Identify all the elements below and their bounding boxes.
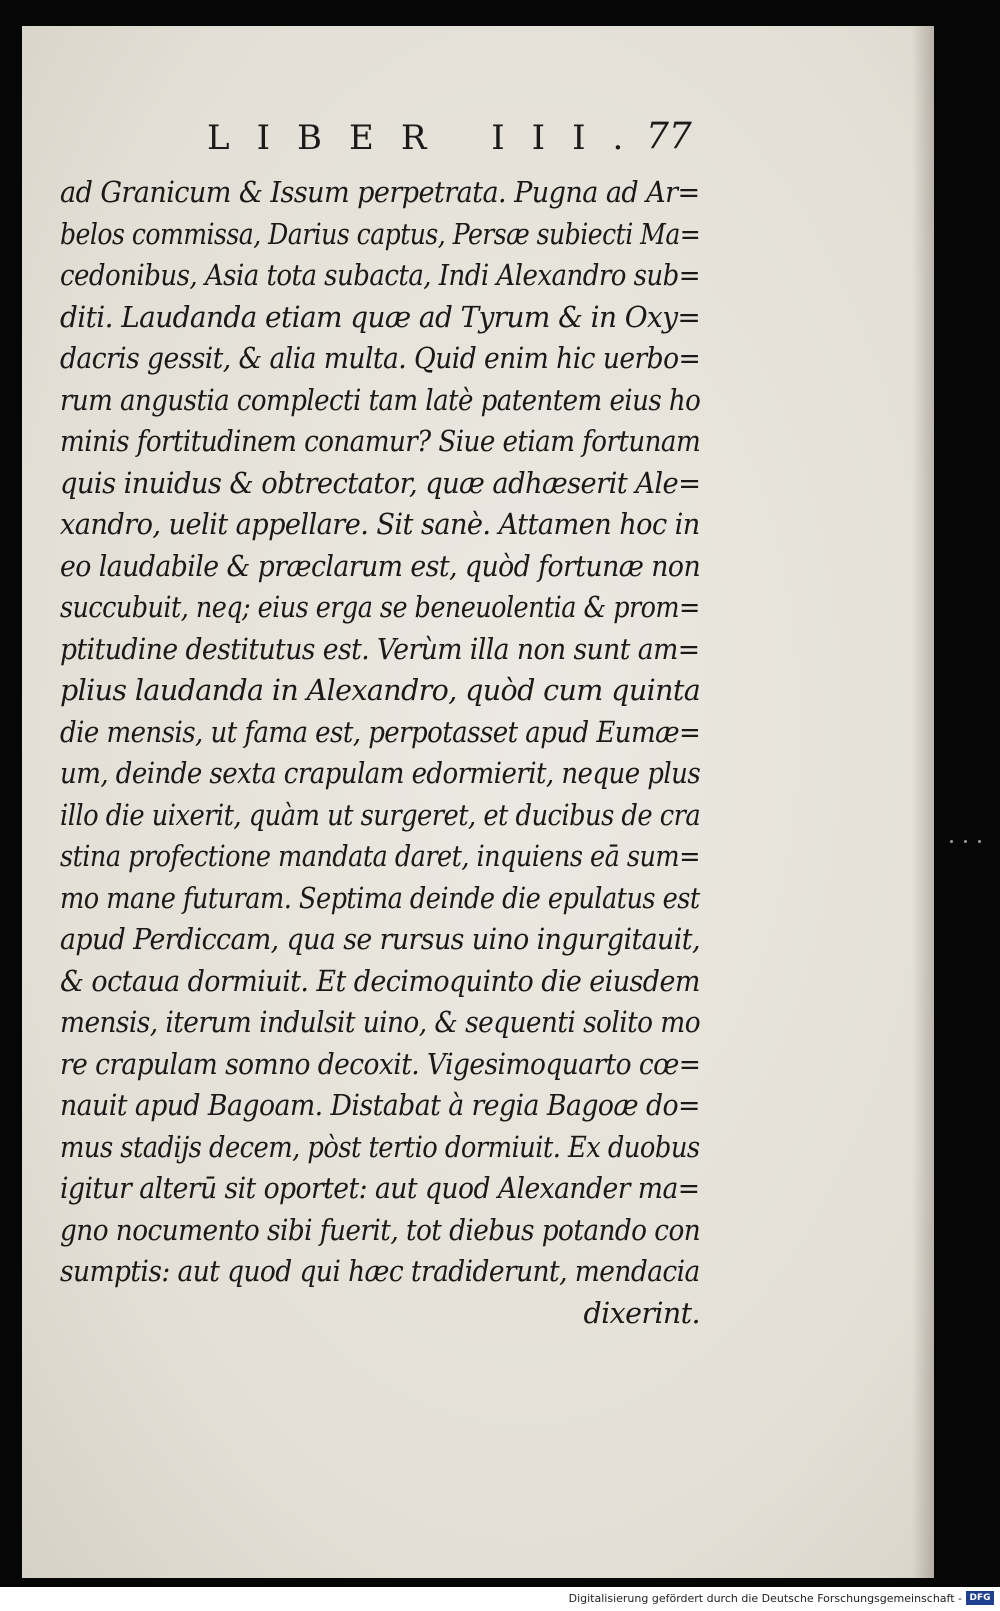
text-line: gno nocumento sibi fuerit, tot diebus potando con [60,1213,701,1247]
body-text [60,172,700,1334]
text-line: xandro, uelit appellare. Sit sanè. Attamen hoc in [60,508,700,541]
book-page [22,26,934,1578]
dfg-logo: DFG [966,1591,994,1605]
text-line: cedonibus, Asia tota subacta, Indi Alexandro sub= [60,259,701,292]
text-line: ptitudine destitutus est. Verùm illa non sunt am= [60,632,700,666]
funding-credit: Digitalisierung gefördert durch die Deutsche Forschungsgemeinschaft - [568,1592,962,1605]
text-line: dacris gessit, & alia multa. Quid enim hic uerbo= [60,342,701,375]
text-line: illo die uixerit, quàm ut surgeret, et ducibus de cra [60,798,701,832]
text-line: rum angustia complecti tam latè patentem eius ho [60,383,701,417]
text-line: succubuit, neq; eius erga se beneuolentia & prom= [60,591,700,624]
text-line: igitur alterū sit oportet: aut quod Alexander ma= [60,1172,700,1205]
running-head [22,110,934,170]
text-line: diti. Laudanda etiam quæ ad Tyrum & in Oxy= [60,300,701,334]
text-line: apud Perdiccam, qua se rursus uino ingurgitauit, [60,923,700,956]
text-line: mensis, iterum indulsit uino, & sequenti solito mo [60,1006,701,1039]
dot-mark [964,840,967,843]
text-line: ad Granicum & Issum perpetrata. Pugna ad Ar= [60,176,700,209]
scan-edge-dots [950,840,990,846]
text-line-last: dixerint. [583,1296,700,1330]
text-line: sumptis: aut quod qui hæc tradiderunt, mendacia [60,1255,700,1288]
running-head-title: LIBER III. [207,118,651,158]
text-line: quis inuidus & obtrectator, quæ adhæserit Ale= [60,466,701,500]
text-line: eo laudabile & præclarum est, quòd fortunæ non [60,549,701,583]
page-number: 77 [646,116,692,157]
text-line: mus stadijs decem, pòst tertio dormiuit. Ex duobus [60,1130,700,1164]
text-line: plius laudanda in Alexandro, quòd cum quinta [60,674,701,707]
text-line: um, deinde sexta crapulam edormierit, neque plus [60,757,701,790]
text-line: minis fortitudinem conamur? Siue etiam fortunam [60,425,701,458]
text-line: nauit apud Bagoam. Distabat à regia Bagoæ do= [60,1089,700,1122]
dot-mark [978,840,981,843]
text-line: die mensis, ut fama est, perpotasset apud Eumæ= [60,715,701,749]
text-line: re crapulam somno decoxit. Vigesimoquarto cœ= [60,1047,701,1081]
page-edge-shadow [912,26,934,1578]
text-line: & octaua dormiuit. Et decimoquinto die eiusdem [60,964,700,998]
dot-mark [950,840,953,843]
footer-bar [0,1587,1000,1611]
text-line: stina profectione mandata daret, inquiens eā sum= [60,840,700,873]
text-line: belos commissa, Darius captus, Persæ subiecti Ma= [60,217,701,251]
text-line: mo mane futuram. Septima deinde die epulatus est [60,881,700,915]
